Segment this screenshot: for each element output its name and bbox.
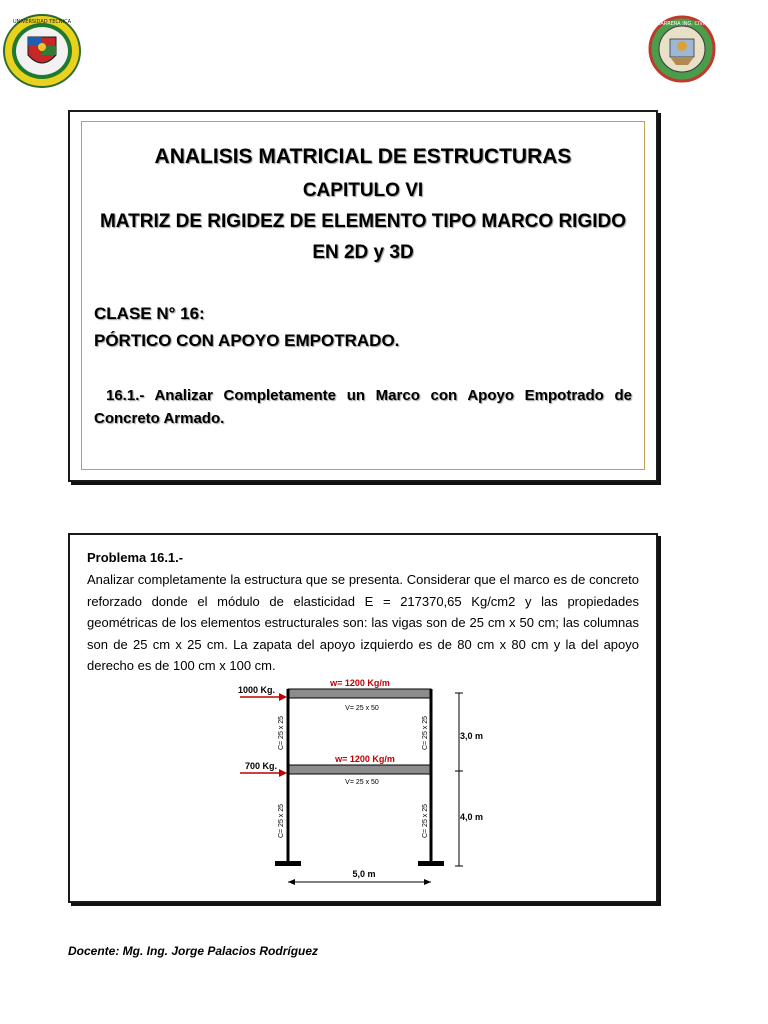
problem-statement: Analizar completamente la estructura que se presenta. Considerar que el marco es de concreto reforzado donde el módulo de elasticidad E = 217370,65 Kg/cm2 y las propiedades geométricas de los elementos estructurales son: las vigas son de 25 cm x 50 cm; las columnas son de 25 cm x 25 cm. La zapata del apoyo izquierdo es de 80 cm x 80 cm y la del apoyo derecho es de 100 cm x 100 cm. bbox=[87, 572, 639, 673]
svg-text:CARRERA ING. CIVIL: CARRERA ING. CIVIL bbox=[656, 21, 708, 27]
beam-label-mid: V= 25 x 50 bbox=[345, 779, 379, 786]
inner-frame bbox=[81, 121, 645, 470]
dim-span-label: 5,0 m bbox=[352, 869, 376, 879]
load-arrow-mid bbox=[279, 769, 287, 777]
chapter-subtitle-line2: EN 2D y 3D bbox=[312, 242, 414, 263]
chapter-label: CAPITULO VI bbox=[302, 180, 424, 201]
chapter-header-box bbox=[68, 110, 658, 482]
problem-title: Problema 16.1.- bbox=[87, 550, 184, 565]
beam-label-top: V= 25 x 50 bbox=[345, 705, 379, 712]
column-label-upper-right: C= 25 x 25 bbox=[422, 715, 429, 751]
university-logo bbox=[2, 13, 82, 89]
problem-box bbox=[68, 533, 658, 903]
load-arrow-top bbox=[279, 693, 287, 701]
dist-load-label-mid: w= 1200 Kg/m bbox=[335, 754, 395, 764]
course-title: ANALISIS MATRICIAL DE ESTRUCTURAS bbox=[154, 145, 572, 168]
column-label-upper-left: C= 25 x 25 bbox=[278, 715, 285, 751]
column-label-lower-left: C= 25 x 25 bbox=[278, 803, 285, 839]
middle-beam bbox=[288, 765, 431, 774]
top-beam bbox=[288, 689, 431, 698]
right-support bbox=[418, 861, 444, 866]
column-label-lower-right: C= 25 x 25 bbox=[422, 803, 429, 839]
dist-load-label-top: w= 1200 Kg/m bbox=[330, 678, 390, 688]
dim-lower-label: 4,0 m bbox=[460, 812, 484, 822]
task-statement: 16.1.- Analizar Completamente un Marco con Apoyo Empotrado de Concreto Armado. bbox=[94, 387, 632, 427]
left-support bbox=[275, 861, 301, 866]
class-topic: PÓRTICO CON APOYO EMPOTRADO. bbox=[94, 331, 400, 350]
teacher-credit: Docente: Mg. Ing. Jorge Palacios Rodríguez bbox=[68, 944, 319, 958]
dim-upper-label: 3,0 m bbox=[460, 731, 484, 741]
frame-diagram bbox=[70, 535, 656, 901]
load-label-top: 1000 Kg. bbox=[238, 685, 276, 695]
class-number: CLASE N° 16: bbox=[94, 304, 205, 323]
career-logo bbox=[648, 15, 716, 83]
svg-text:UNIVERSIDAD TECNICA: UNIVERSIDAD TECNICA bbox=[12, 19, 72, 25]
chapter-subtitle-line1: MATRIZ DE RIGIDEZ DE ELEMENTO TIPO MARCO RIGIDO bbox=[99, 211, 627, 232]
load-label-mid: 700 Kg. bbox=[245, 761, 278, 771]
